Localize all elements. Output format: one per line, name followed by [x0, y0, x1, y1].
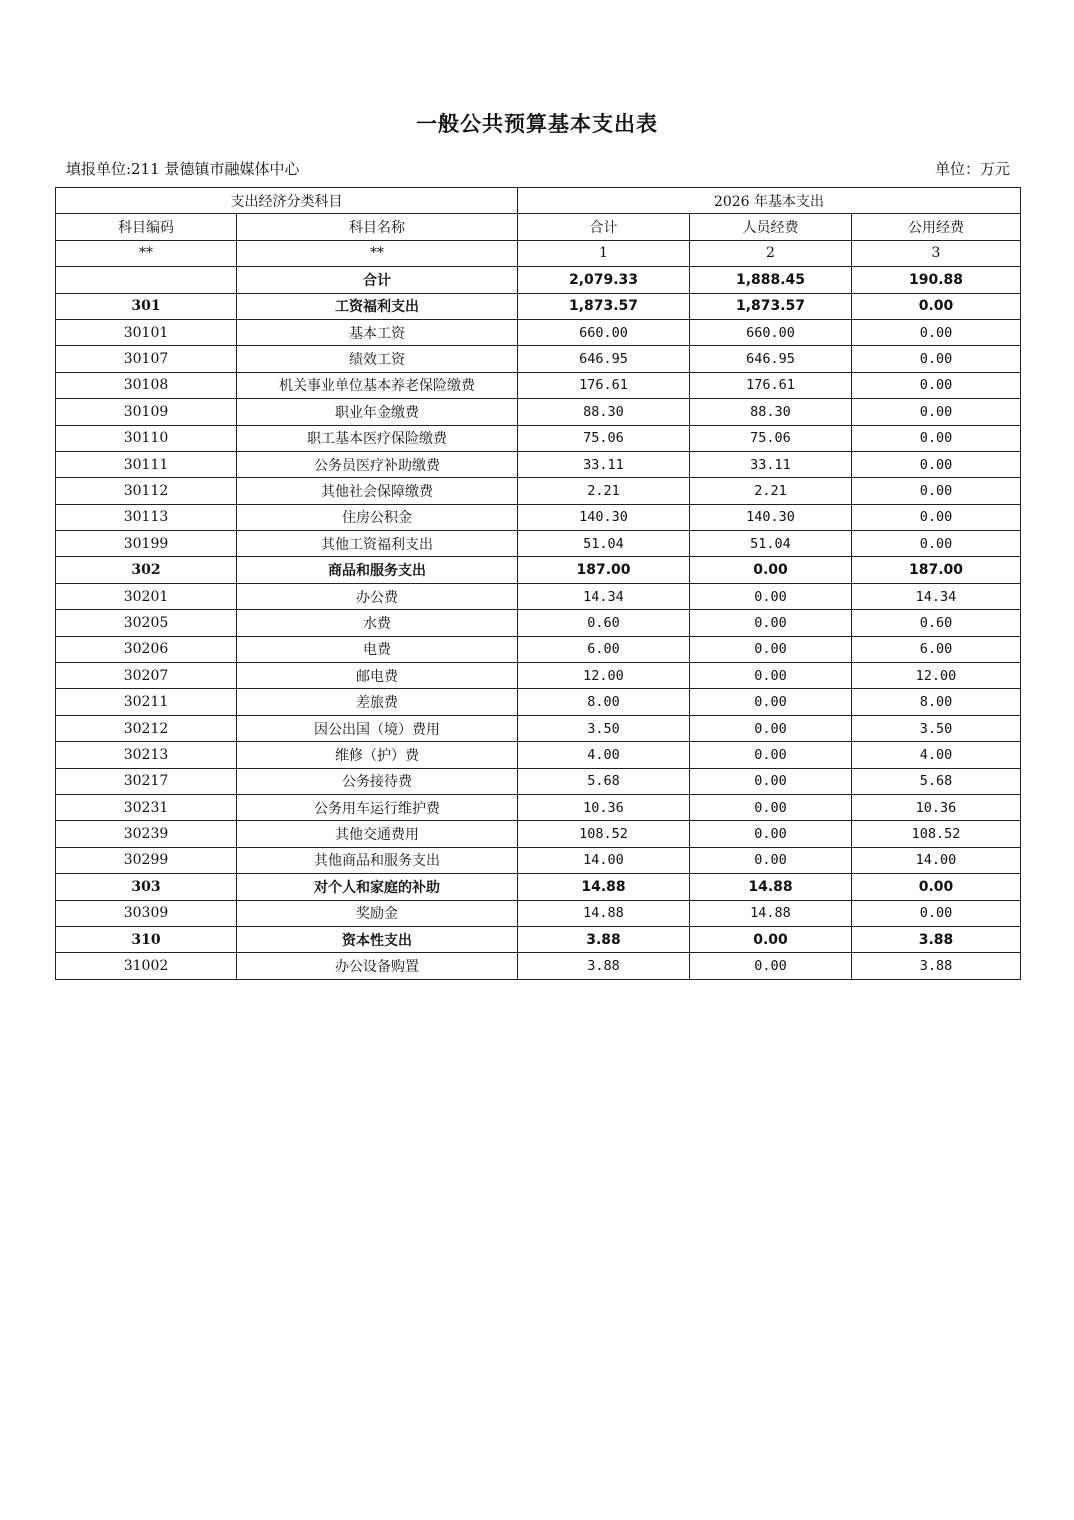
- cell-public: 108.52: [852, 821, 1021, 847]
- cell-total: 0.60: [518, 610, 690, 636]
- cell-public: 5.68: [852, 768, 1021, 794]
- cell-personnel: 0.00: [690, 557, 852, 583]
- cell-personnel: 33.11: [690, 451, 852, 477]
- cell-code: 30111: [56, 451, 237, 477]
- cell-total: 1,873.57: [518, 293, 690, 319]
- cell-public: 0.00: [852, 531, 1021, 557]
- cell-code: 30299: [56, 847, 237, 873]
- column-header-public: 公用经费: [852, 214, 1021, 240]
- cell-personnel: 176.61: [690, 372, 852, 398]
- cell-code: 310: [56, 926, 237, 952]
- cell-total: 660.00: [518, 319, 690, 345]
- group-header-row: [56, 188, 1021, 214]
- cell-personnel: 0.00: [690, 689, 852, 715]
- cell-total: 51.04: [518, 531, 690, 557]
- cell-total: 14.88: [518, 874, 690, 900]
- cell-total: 140.30: [518, 504, 690, 530]
- document-title: 一般公共预算基本支出表: [416, 111, 658, 136]
- cell-code: 30211: [56, 689, 237, 715]
- table-row: [56, 742, 1021, 768]
- index-personnel: 2: [690, 240, 852, 266]
- cell-total: 12.00: [518, 663, 690, 689]
- table-row: [56, 293, 1021, 319]
- cell-code: 30206: [56, 636, 237, 662]
- cell-total: 14.00: [518, 847, 690, 873]
- table-row: [56, 504, 1021, 530]
- cell-total: 6.00: [518, 636, 690, 662]
- cell-code: 30231: [56, 794, 237, 820]
- cell-name: 基本工资: [237, 319, 518, 345]
- index-public: 3: [852, 240, 1021, 266]
- cell-public: 0.00: [852, 478, 1021, 504]
- cell-name: 水费: [237, 610, 518, 636]
- cell-total: 2,079.33: [518, 267, 690, 293]
- cell-name: 绩效工资: [237, 346, 518, 372]
- cell-name: 合计: [237, 267, 518, 293]
- cell-public: 0.00: [852, 451, 1021, 477]
- cell-name: 办公设备购置: [237, 953, 518, 979]
- cell-name: 工资福利支出: [237, 293, 518, 319]
- cell-public: 4.00: [852, 742, 1021, 768]
- cell-public: 3.88: [852, 953, 1021, 979]
- cell-code: 30213: [56, 742, 237, 768]
- table-row: [56, 689, 1021, 715]
- table-row: [56, 768, 1021, 794]
- cell-name: 因公出国（境）费用: [237, 715, 518, 741]
- cell-personnel: 0.00: [690, 583, 852, 609]
- cell-personnel: 0.00: [690, 953, 852, 979]
- table-row: [56, 399, 1021, 425]
- cell-code: [56, 267, 237, 293]
- table-row: [56, 663, 1021, 689]
- cell-name: 维修（护）费: [237, 742, 518, 768]
- cell-public: 3.88: [852, 926, 1021, 952]
- cell-personnel: 0.00: [690, 636, 852, 662]
- column-header-name: 科目名称: [237, 214, 518, 240]
- cell-total: 4.00: [518, 742, 690, 768]
- cell-code: 303: [56, 874, 237, 900]
- cell-personnel: 1,873.57: [690, 293, 852, 319]
- cell-public: 8.00: [852, 689, 1021, 715]
- cell-name: 职工基本医疗保险缴费: [237, 425, 518, 451]
- budget-table: [55, 187, 1021, 980]
- cell-name: 其他工资福利支出: [237, 531, 518, 557]
- cell-total: 3.88: [518, 953, 690, 979]
- cell-code: 30199: [56, 531, 237, 557]
- cell-personnel: 0.00: [690, 821, 852, 847]
- cell-personnel: 75.06: [690, 425, 852, 451]
- cell-personnel: 88.30: [690, 399, 852, 425]
- table-row: [56, 636, 1021, 662]
- cell-total: 3.88: [518, 926, 690, 952]
- cell-name: 公务员医疗补助缴费: [237, 451, 518, 477]
- table-row: [56, 531, 1021, 557]
- table-row: [56, 926, 1021, 952]
- currency-unit: 单位：万元: [934, 160, 1010, 178]
- column-header-personnel: 人员经费: [690, 214, 852, 240]
- cell-personnel: 140.30: [690, 504, 852, 530]
- index-code: **: [56, 240, 237, 266]
- cell-total: 33.11: [518, 451, 690, 477]
- cell-public: 0.00: [852, 425, 1021, 451]
- cell-personnel: 0.00: [690, 663, 852, 689]
- cell-total: 108.52: [518, 821, 690, 847]
- cell-personnel: 1,888.45: [690, 267, 852, 293]
- cell-code: 30201: [56, 583, 237, 609]
- cell-public: 6.00: [852, 636, 1021, 662]
- table-row: [56, 583, 1021, 609]
- cell-code: 30113: [56, 504, 237, 530]
- cell-personnel: 0.00: [690, 794, 852, 820]
- cell-name: 住房公积金: [237, 504, 518, 530]
- cell-total: 5.68: [518, 768, 690, 794]
- cell-public: 10.36: [852, 794, 1021, 820]
- cell-personnel: 0.00: [690, 926, 852, 952]
- cell-name: 其他交通费用: [237, 821, 518, 847]
- cell-total: 88.30: [518, 399, 690, 425]
- cell-personnel: 0.00: [690, 742, 852, 768]
- cell-personnel: 0.00: [690, 768, 852, 794]
- cell-name: 公务接待费: [237, 768, 518, 794]
- cell-name: 其他社会保障缴费: [237, 478, 518, 504]
- cell-code: 30107: [56, 346, 237, 372]
- cell-personnel: 2.21: [690, 478, 852, 504]
- reporting-unit: 填报单位:211 景德镇市融媒体中心: [66, 160, 300, 178]
- cell-public: 3.50: [852, 715, 1021, 741]
- cell-public: 190.88: [852, 267, 1021, 293]
- cell-name: 办公费: [237, 583, 518, 609]
- table-row: [56, 425, 1021, 451]
- cell-public: 14.34: [852, 583, 1021, 609]
- cell-name: 邮电费: [237, 663, 518, 689]
- cell-code: 30205: [56, 610, 237, 636]
- cell-total: 176.61: [518, 372, 690, 398]
- table-row: [56, 478, 1021, 504]
- cell-personnel: 646.95: [690, 346, 852, 372]
- cell-name: 差旅费: [237, 689, 518, 715]
- cell-code: 30101: [56, 319, 237, 345]
- column-header-code: 科目编码: [56, 214, 237, 240]
- cell-public: 0.00: [852, 504, 1021, 530]
- cell-total: 14.88: [518, 900, 690, 926]
- cell-public: 0.00: [852, 293, 1021, 319]
- cell-name: 奖励金: [237, 900, 518, 926]
- table-row: [56, 900, 1021, 926]
- cell-name: 商品和服务支出: [237, 557, 518, 583]
- cell-total: 8.00: [518, 689, 690, 715]
- cell-code: 30212: [56, 715, 237, 741]
- table-row: [56, 346, 1021, 372]
- column-header-total: 合计: [518, 214, 690, 240]
- cell-name: 机关事业单位基本养老保险缴费: [237, 372, 518, 398]
- cell-code: 301: [56, 293, 237, 319]
- cell-code: 30110: [56, 425, 237, 451]
- cell-code: 30217: [56, 768, 237, 794]
- cell-code: 31002: [56, 953, 237, 979]
- cell-total: 10.36: [518, 794, 690, 820]
- cell-code: 30239: [56, 821, 237, 847]
- table-row: [56, 610, 1021, 636]
- cell-code: 30108: [56, 372, 237, 398]
- cell-name: 职业年金缴费: [237, 399, 518, 425]
- cell-personnel: 14.88: [690, 900, 852, 926]
- cell-code: 30109: [56, 399, 237, 425]
- group-header-year-expense: 2026 年基本支出: [518, 188, 1021, 214]
- cell-total: 2.21: [518, 478, 690, 504]
- cell-name: 对个人和家庭的补助: [237, 874, 518, 900]
- cell-public: 0.00: [852, 874, 1021, 900]
- cell-public: 14.00: [852, 847, 1021, 873]
- index-row: [56, 240, 1021, 266]
- table-row: [56, 267, 1021, 293]
- table-row: [56, 794, 1021, 820]
- cell-total: 646.95: [518, 346, 690, 372]
- cell-personnel: 0.00: [690, 715, 852, 741]
- cell-personnel: 0.00: [690, 610, 852, 636]
- table-row: [56, 847, 1021, 873]
- cell-public: 0.00: [852, 900, 1021, 926]
- column-header-row: [56, 214, 1021, 240]
- cell-public: 12.00: [852, 663, 1021, 689]
- cell-total: 75.06: [518, 425, 690, 451]
- cell-public: 0.00: [852, 372, 1021, 398]
- table-row: [56, 451, 1021, 477]
- index-total: 1: [518, 240, 690, 266]
- cell-code: 30207: [56, 663, 237, 689]
- table-row: [56, 319, 1021, 345]
- budget-table-body: [56, 188, 1021, 980]
- cell-personnel: 51.04: [690, 531, 852, 557]
- cell-name: 资本性支出: [237, 926, 518, 952]
- cell-public: 0.00: [852, 319, 1021, 345]
- cell-name: 其他商品和服务支出: [237, 847, 518, 873]
- cell-total: 3.50: [518, 715, 690, 741]
- cell-name: 电费: [237, 636, 518, 662]
- table-row: [56, 715, 1021, 741]
- cell-code: 30309: [56, 900, 237, 926]
- cell-personnel: 14.88: [690, 874, 852, 900]
- cell-name: 公务用车运行维护费: [237, 794, 518, 820]
- cell-personnel: 660.00: [690, 319, 852, 345]
- cell-code: 30112: [56, 478, 237, 504]
- cell-public: 0.00: [852, 399, 1021, 425]
- cell-code: 302: [56, 557, 237, 583]
- cell-total: 187.00: [518, 557, 690, 583]
- group-header-category: 支出经济分类科目: [56, 188, 518, 214]
- cell-personnel: 0.00: [690, 847, 852, 873]
- table-row: [56, 821, 1021, 847]
- table-row: [56, 372, 1021, 398]
- table-row: [56, 874, 1021, 900]
- cell-public: 0.00: [852, 346, 1021, 372]
- cell-public: 0.60: [852, 610, 1021, 636]
- cell-public: 187.00: [852, 557, 1021, 583]
- table-row: [56, 953, 1021, 979]
- table-row: [56, 557, 1021, 583]
- cell-total: 14.34: [518, 583, 690, 609]
- index-name: **: [237, 240, 518, 266]
